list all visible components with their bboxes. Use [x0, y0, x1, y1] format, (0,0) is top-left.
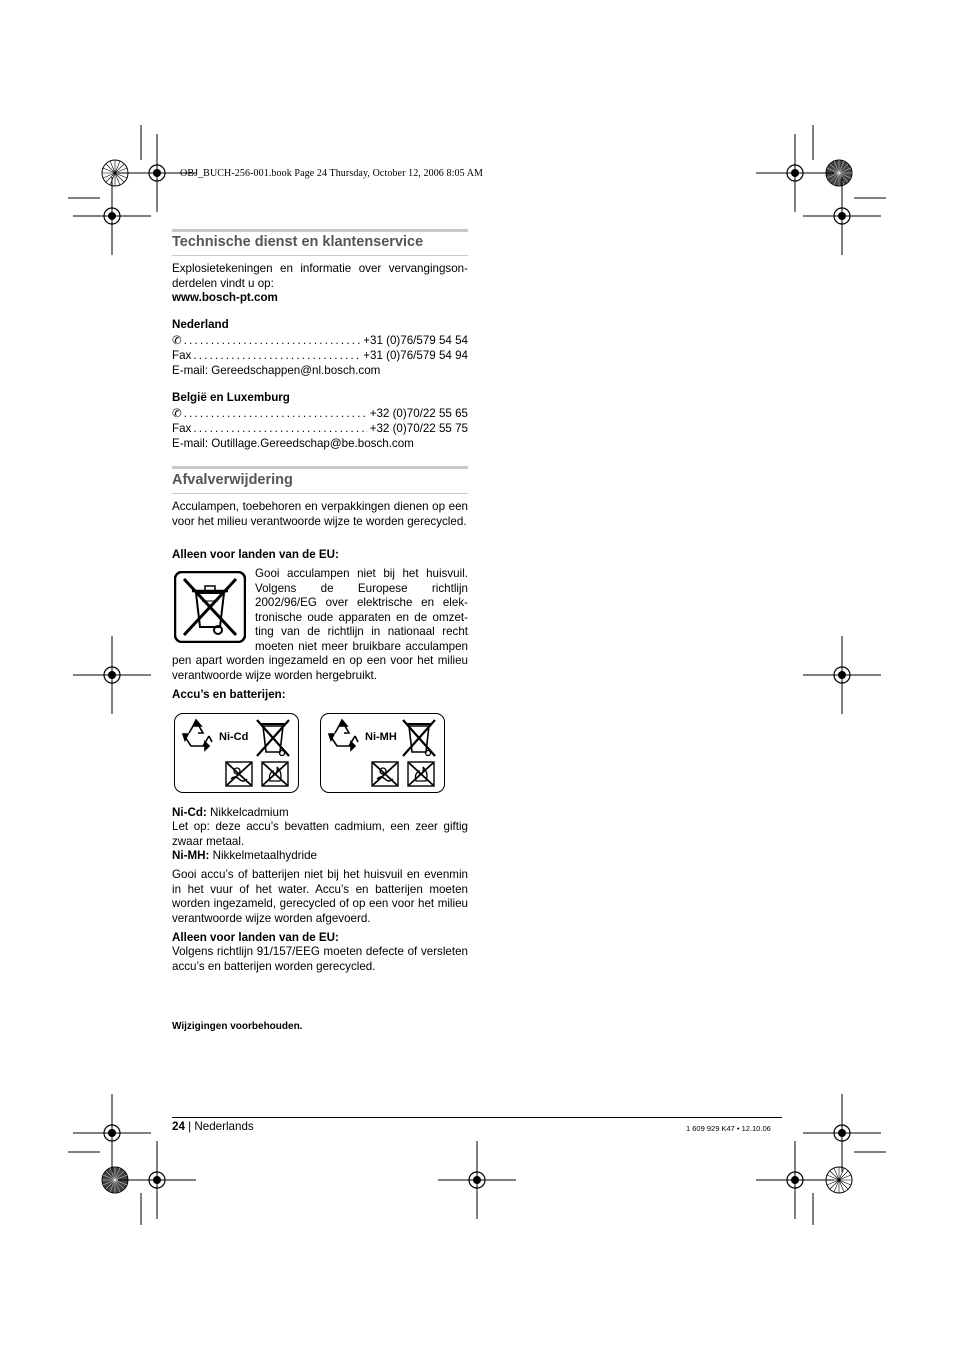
nimh-label: Ni-MH: — [172, 849, 210, 862]
nicd-label: Ni-Cd: — [172, 806, 207, 819]
no-fire-icon — [407, 761, 435, 787]
nl-email: E-mail: Gereedschappen@nl.bosch.com — [172, 364, 381, 377]
page-number: 24 — [172, 1120, 185, 1133]
crossed-bin-small-icon — [401, 718, 437, 758]
fax-label: Fax — [172, 349, 192, 362]
document-code: 1 609 929 K47 • 12.10.06 — [686, 1124, 771, 1133]
eu-heading: Alleen voor landen van de EU: — [172, 548, 339, 561]
be-country-heading: België en Luxemburg — [172, 391, 290, 404]
be-fax: +32 (0)70/22 55 75 — [369, 422, 468, 435]
book-header-note: OBJ_BUCH-256-001.book Page 24 Thursday, October 12, 2006 8:05 AM — [180, 168, 484, 179]
nl-fax-row — [172, 349, 468, 364]
nimh-line — [172, 849, 468, 864]
no-water-icon — [371, 761, 399, 787]
fax-label: Fax — [172, 422, 192, 435]
nicd-line — [172, 806, 468, 821]
nimh-text: Nikkelmetaalhydride — [212, 849, 317, 862]
footer-rule — [172, 1117, 782, 1118]
nimh-symbol-box — [320, 713, 445, 793]
footer-page-info — [172, 1120, 254, 1133]
footer-separator: | — [188, 1120, 192, 1133]
nl-phone: +31 (0)76/579 54 54 — [363, 334, 468, 347]
service-intro: Explosietekeningen en informatie over vervangingsonderdelen vindt u op: — [172, 262, 468, 290]
eu-heading-2: Alleen voor landen van de EU: — [172, 931, 339, 944]
disposal-section-title: Afvalverwijdering — [172, 472, 293, 488]
phone-icon: ✆ — [172, 407, 182, 420]
phone-icon: ✆ — [172, 334, 182, 347]
batteries-heading: Accu’s en batterijen: — [172, 688, 286, 701]
section-rule-bottom — [172, 493, 468, 494]
nicd-text: Nikkelcadmium — [210, 806, 289, 819]
service-section-title: Technische dienst en klantenservice — [172, 234, 424, 250]
section-rule-top — [172, 229, 468, 232]
nicd-symbol-box — [174, 713, 299, 793]
eu-text-2: Volgens richtlijn 91/157/EEG moeten defecte of versleten accu’s en batterijen worden gerecycled. — [172, 945, 468, 973]
eu-text-continued: pen apart worden ingezameld en op een voor het milieu verantwoorde wijze worden hergebruikt. — [172, 654, 468, 682]
be-fax-row — [172, 422, 468, 437]
nl-fax: +31 (0)76/579 54 94 — [363, 349, 468, 362]
footer-language: Nederlands — [194, 1120, 254, 1133]
be-phone: +32 (0)70/22 55 65 — [369, 407, 468, 420]
nl-phone-row — [172, 334, 468, 349]
be-phone-row — [172, 407, 468, 422]
batteries-text: Gooi accu’s of batterijen niet bij het huisvuil en evenmin in het vuur of het water. Accu’s en batterijen moeten worden ingezameld, gerecycled of op een voor het milieu verantwoorde wijze worden afgevoerd. — [172, 868, 468, 925]
nicd-badge: Ni-Cd — [219, 731, 249, 743]
eu-text-wrap — [255, 567, 468, 655]
crossed-bin-icon — [174, 571, 246, 643]
no-fire-icon — [261, 761, 289, 787]
crossed-bin-small-icon — [255, 718, 291, 758]
eu-text: Gooi acculampen niet bij het huisvuil. Volgens de Europese richtlijn 2002/96/EG over elektrische en elektronische oude apparaten en de omzetting van de richtlijn in nationaal recht moeten niet meer bruikbare acculampen — [255, 567, 468, 653]
nl-country-heading: Nederland — [172, 318, 229, 331]
website-link[interactable]: www.bosch-pt.com — [172, 291, 278, 304]
nimh-badge: Ni-MH — [365, 731, 397, 743]
be-email: E-mail: Outillage.Gereedschap@be.bosch.com — [172, 437, 414, 450]
disposal-intro: Acculampen, toebehoren en verpakkingen dienen op een voor het milieu verantwoorde wijze te worden gerecycled. — [172, 500, 468, 528]
nicd-note: Let op: deze accu’s bevatten cadmium, een zeer giftig zwaar metaal. — [172, 820, 468, 848]
changes-reserved: Wijzigingen voorbehouden. — [172, 1021, 303, 1032]
no-water-icon — [225, 761, 253, 787]
section-rule-top — [172, 466, 468, 469]
section-rule-bottom — [172, 255, 468, 256]
